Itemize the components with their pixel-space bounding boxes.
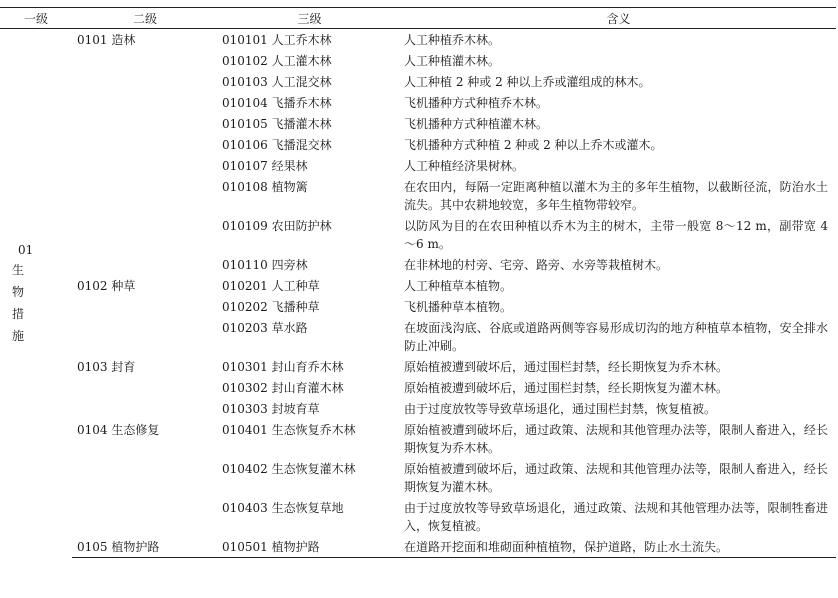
- meaning-text: 人工种植灌木林。: [404, 54, 501, 68]
- header-level1: 一级: [0, 8, 72, 29]
- level2-label: 0105 植物护路: [72, 536, 218, 558]
- level2-label: 0102 种草: [77, 279, 136, 293]
- level2-empty-cell: [72, 92, 218, 113]
- level3-label: 010110 四旁林: [222, 258, 308, 272]
- level1-name-char: 施: [11, 328, 24, 343]
- table-row: [0, 419, 836, 458]
- meaning-text: 飞机播种草本植物。: [404, 300, 513, 314]
- meaning-text: 在农田内，每隔一定距离种植以灌木为主的多年生植物，以截断径流，防治水土流失。其中农耕地较宽，多年生植物带较窄。: [404, 180, 828, 212]
- level3-label: 010403 生态恢复草地: [222, 501, 344, 515]
- level3-label: 010203 草水路: [222, 321, 308, 335]
- level3-label: 010107 经果林: [222, 159, 308, 173]
- level2-empty-cell: [72, 113, 218, 134]
- table-row: [0, 377, 836, 398]
- table-row: [0, 296, 836, 317]
- level2-label: 0103 封育: [77, 360, 136, 374]
- table-row: [0, 275, 836, 296]
- level2-empty-cell: [72, 215, 218, 254]
- header-level3: 三级: [218, 8, 401, 29]
- level2-empty-cell: [72, 176, 218, 215]
- table-row: [0, 134, 836, 155]
- level2-empty-cell: [72, 497, 218, 536]
- level3-label: 010103 人工混交林: [222, 75, 332, 89]
- table-row: [0, 113, 836, 134]
- level1-name-char: 措: [11, 306, 24, 321]
- level3-label: 010302 封山育灌木林: [222, 381, 344, 395]
- meaning-text: 在非林地的村旁、宅旁、路旁、水旁等栽植树木。: [404, 258, 669, 272]
- table-row: [0, 398, 836, 419]
- level3-label: 010109 农田防护林: [222, 219, 332, 233]
- table-row: [0, 254, 836, 275]
- meaning-text: 飞机播种方式种植灌木林。: [404, 117, 549, 131]
- table-body: [0, 29, 836, 558]
- level3-label: 010106 飞播混交林: [222, 138, 332, 152]
- table-row: [0, 29, 836, 51]
- level3-label: 010401 生态恢复乔木林: [222, 423, 356, 437]
- level2-empty-cell: [72, 296, 218, 317]
- meaning-text: 在坡面浅沟底、谷底或道路两侧等容易形成切沟的地方种植草本植物，安全排水防止冲刷。: [404, 321, 828, 353]
- meaning-text: 原始植被遭到破坏后，通过政策、法规和其他管理办法等，限制人畜进入，经长期恢复为灌木林。: [404, 462, 828, 494]
- level1-name-char: 生: [11, 262, 24, 277]
- table-row: [0, 536, 836, 558]
- level2-empty-cell: [72, 377, 218, 398]
- level3-label: 010201 人工种草: [222, 279, 320, 293]
- level2-empty-cell: [72, 155, 218, 176]
- level2-empty-cell: [72, 50, 218, 71]
- level2-empty-cell: [72, 254, 218, 275]
- meaning-text: 人工种植 2 种或 2 种以上乔或灌组成的林木。: [404, 75, 651, 89]
- header-meaning: 含义: [401, 8, 836, 29]
- level2-label: 0104 生态修复: [77, 423, 160, 437]
- table-row: [0, 155, 836, 176]
- level3-label: 010202 飞播种草: [222, 300, 320, 314]
- level3-label: 010303 封坡育草: [222, 402, 320, 416]
- level1-code: 01: [18, 242, 34, 257]
- level1-cell: [0, 29, 72, 558]
- level3-label: 010402 生态恢复灌木林: [222, 462, 356, 476]
- meaning-text: 人工种植乔木林。: [404, 33, 501, 47]
- level2-label: 0101 造林: [77, 33, 136, 47]
- level2-empty-cell: [72, 398, 218, 419]
- meaning-text: 原始植被遭到破坏后，通过围栏封禁，经长期恢复为乔木林。: [404, 360, 729, 374]
- level2-empty-cell: [72, 71, 218, 92]
- level3-label: 010105 飞播灌木林: [222, 117, 332, 131]
- level1-name-char: 物: [11, 284, 24, 299]
- table-row: [0, 92, 836, 113]
- level3-label: 010102 人工灌木林: [222, 54, 332, 68]
- meaning-text: 原始植被遭到破坏后，通过围栏封禁，经长期恢复为灌木林。: [404, 381, 729, 395]
- level3-label: 010104 飞播乔木林: [222, 96, 332, 110]
- level3-label: 010301 封山育乔木林: [222, 360, 344, 374]
- table-row: [0, 458, 836, 497]
- meaning-text: 飞机播种方式种植 2 种或 2 种以上乔木或灌木。: [404, 138, 663, 152]
- table-row: [0, 497, 836, 536]
- meaning-text: 由于过度放牧等导致草场退化，通过围栏封禁，恢复植被。: [404, 402, 717, 416]
- meaning-text: 原始植被遭到破坏后，通过政策、法规和其他管理办法等，限制人畜进入，经长期恢复为乔木林。: [404, 423, 828, 455]
- level3-label: 010501 植物护路: [218, 536, 401, 558]
- table-row: [0, 356, 836, 377]
- meaning-text: 人工种植草本植物。: [404, 279, 513, 293]
- level2-empty-cell: [72, 458, 218, 497]
- meaning-text: 在道路开挖面和堆砌面种植植物，保护道路，防止水土流失。: [401, 536, 836, 558]
- table-row: [0, 176, 836, 215]
- classification-table: [0, 7, 836, 558]
- header-row: [0, 8, 836, 29]
- table-row: [0, 215, 836, 254]
- table-row: [0, 71, 836, 92]
- level3-label: 010101 人工乔木林: [222, 33, 332, 47]
- meaning-text: 由于过度放牧等导致草场退化，通过政策、法规和其他管理办法等，限制牲畜进入，恢复植被。: [404, 501, 828, 533]
- table-row: [0, 50, 836, 71]
- level2-empty-cell: [72, 317, 218, 356]
- level2-empty-cell: [72, 134, 218, 155]
- meaning-text: 以防风为目的在农田种植以乔木为主的树木，主带一般宽 8～12 m，副带宽 4～6 m。: [404, 219, 828, 251]
- meaning-text: 飞机播种方式种植乔木林。: [404, 96, 549, 110]
- header-level2: 二级: [72, 8, 218, 29]
- level3-label: 010108 植物篱: [222, 180, 308, 194]
- table-row: [0, 317, 836, 356]
- meaning-text: 人工种植经济果树林。: [404, 159, 525, 173]
